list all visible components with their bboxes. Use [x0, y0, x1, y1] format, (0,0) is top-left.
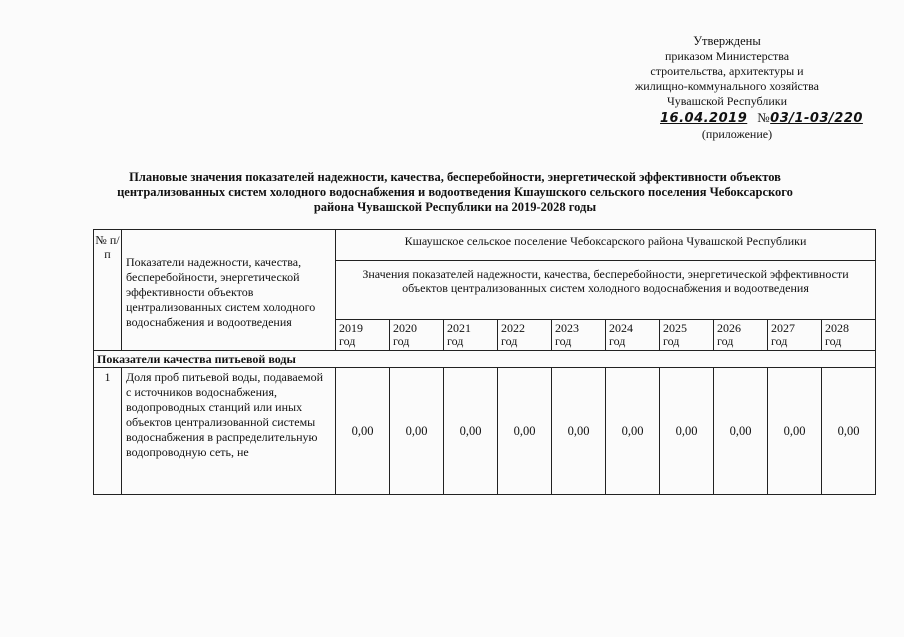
order-number-label: № [757, 110, 771, 125]
year-unit: год [393, 334, 410, 348]
table-row [94, 368, 876, 495]
year-cell [498, 320, 552, 351]
year-label: 2025 [663, 321, 687, 335]
year-unit: год [825, 334, 842, 348]
year-unit: год [339, 334, 356, 348]
value-cell: 0,00 [714, 368, 768, 495]
year-label: 2021 [447, 321, 471, 335]
year-label: 2023 [555, 321, 579, 335]
approval-line: приказом Министерства [664, 49, 790, 63]
header-number: № п/п [94, 230, 122, 351]
value-cell: 0,00 [822, 368, 876, 495]
year-cell [768, 320, 822, 351]
year-cell [336, 320, 390, 351]
order-date: 16.04.2019 [660, 111, 748, 126]
value-cell: 0,00 [498, 368, 552, 495]
header-indicator-text: Показатели надежности, качества, бесперебойности, энергетической эффективности объектов централизованных систем холодного водоснабжения и водоотведения [126, 255, 316, 329]
approval-stamp [612, 34, 863, 142]
year-unit: год [717, 334, 734, 348]
year-label: 2020 [393, 321, 417, 335]
header-area: Кшаушское сельское поселение Чебоксарского района Чувашской Республики [336, 230, 876, 261]
year-unit: год [555, 334, 572, 348]
value-cell: 0,00 [660, 368, 714, 495]
year-label: 2026 [717, 321, 741, 335]
year-label: 2022 [501, 321, 525, 335]
value-cell: 0,00 [606, 368, 660, 495]
year-cell [660, 320, 714, 351]
year-label: 2019 [339, 321, 363, 335]
year-cell [606, 320, 660, 351]
order-number: 03/1-03/220 [770, 111, 863, 126]
year-cell [390, 320, 444, 351]
year-label: 2028 [825, 321, 849, 335]
value-cell: 0,00 [336, 368, 390, 495]
approval-line: Утверждены [693, 34, 761, 48]
row-number: 1 [94, 368, 122, 495]
value-cell: 0,00 [552, 368, 606, 495]
header-indicator-name [122, 230, 336, 351]
approval-line: строительства, архитектуры и [650, 64, 804, 78]
year-cell [822, 320, 876, 351]
document-title: Плановые значения показателей надежности, качества, бесперебойности, энергетической эффективности объектов централизованных систем холодного водоснабжения и водоотведения Кшаушского сельского поселения Чебоксарского района Чувашской Республики на 2019-2028 годы [117, 170, 793, 214]
value-cell: 0,00 [444, 368, 498, 495]
year-unit: год [501, 334, 518, 348]
section-title: Показатели качества питьевой воды [94, 351, 876, 368]
value-cell: 0,00 [768, 368, 822, 495]
year-unit: год [447, 334, 464, 348]
order-reference [612, 110, 863, 127]
value-cell: 0,00 [390, 368, 444, 495]
year-label: 2027 [771, 321, 795, 335]
year-label: 2024 [609, 321, 633, 335]
appendix-label: (приложение) [701, 127, 773, 141]
approval-line: жилищно-коммунального хозяйства [635, 79, 819, 93]
year-cell [714, 320, 768, 351]
year-cell [552, 320, 606, 351]
row-indicator-name: Доля проб питьевой воды, подаваемой с источников водоснабжения, водопроводных станций или иных объектов централизованной системы водоснабжения в распределительную водопроводную сеть, не [122, 368, 336, 495]
indicators-table [93, 229, 876, 495]
year-unit: год [771, 334, 788, 348]
year-unit: год [609, 334, 626, 348]
header-values: Значения показателей надежности, качества, бесперебойности, энергетической эффективности объектов централизованных систем холодного водоснабжения и водоотведения [336, 261, 876, 320]
year-cell [444, 320, 498, 351]
year-unit: год [663, 334, 680, 348]
approval-line: Чувашской Республики [666, 94, 788, 108]
